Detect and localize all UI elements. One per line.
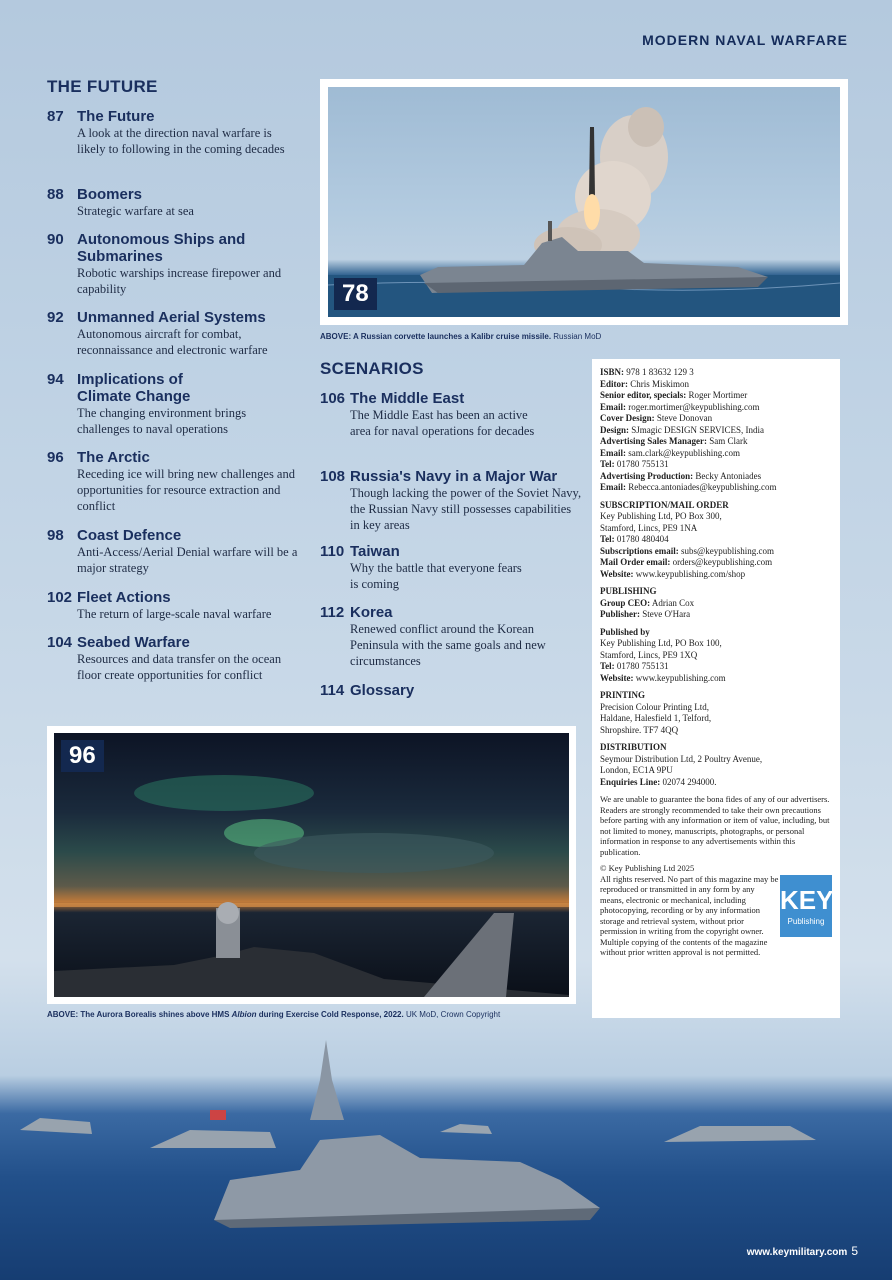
- address-line: London, EC1A 9PU: [600, 765, 673, 775]
- toc-page-number: 87: [47, 108, 64, 125]
- subscription-block: [600, 500, 832, 581]
- photo-caption: [47, 1010, 500, 1019]
- toc-description: Resources and data transfer on the ocean floor create opportunities for conflict: [77, 652, 282, 682]
- toc-description: A look at the direction naval warfare is likely to following in the coming decades: [77, 126, 285, 156]
- credit-line: ISBN: 978 1 83632 129 3: [600, 367, 694, 377]
- toc-page-number: 102: [47, 589, 73, 606]
- imprint-box: [592, 359, 840, 1018]
- address-line: Key Publishing Ltd, PO Box 100,: [600, 638, 722, 648]
- toc-description: Autonomous aircraft for combat, reconnaissance and electronic warfare: [77, 327, 268, 357]
- caption-text: during Exercise Cold Response, 2022.: [256, 1010, 404, 1019]
- copyright-line: All rights reserved. No part of this magazine may be: [600, 873, 779, 884]
- printing-block: [600, 690, 832, 736]
- credit-line: Cover Design: Steve Donovan: [600, 413, 713, 423]
- toc-title: The Arctic: [77, 449, 150, 466]
- copyright-line: without prior written approval is not permitted.: [600, 947, 761, 957]
- toc-page-number: 98: [47, 527, 64, 544]
- publishing-block: [600, 586, 832, 621]
- copyright-line: means, electronic or mechanical, including: [600, 894, 746, 905]
- contact-line: Group CEO: Adrian Cox: [600, 597, 695, 608]
- toc-entry[interactable]: [47, 527, 302, 576]
- toc-title: Seabed Warfare: [77, 634, 190, 651]
- toc-description: The changing environment brings challenges to naval operations: [77, 406, 247, 436]
- toc-entry[interactable]: [47, 589, 302, 622]
- toc-title: Boomers: [77, 186, 143, 203]
- toc-page-number: 108: [320, 468, 346, 485]
- toc-title: Russia's Navy in a Major War: [350, 468, 558, 485]
- address-line: Shropshire. TF7 4QQ: [600, 724, 679, 735]
- toc-entry[interactable]: [320, 468, 582, 533]
- toc-description: Anti-Access/Aerial Denial warfare will be a major strategy: [77, 545, 298, 575]
- toc-entry[interactable]: [47, 449, 302, 514]
- contact-line: Subscriptions email: subs@keypublishing.com: [600, 545, 775, 556]
- toc-page-number: 110: [320, 543, 345, 560]
- toc-description: The return of large-scale naval warfare: [77, 607, 272, 621]
- published-by-block: [600, 627, 832, 685]
- toc-entry[interactable]: [320, 604, 582, 669]
- copyright-line: permission in writing from the copyright owner.: [600, 926, 764, 936]
- toc-description: Receding ice will bring new challenges and opportunities for resource extraction and conflict: [77, 467, 295, 513]
- toc-page-number: 114: [320, 682, 345, 699]
- address-line: Key Publishing Ltd, PO Box 300,: [600, 511, 722, 521]
- credit-line: Editor: Chris Miskimon: [600, 378, 690, 389]
- page-badge: 96: [61, 740, 104, 772]
- photo-credit: Russian MoD: [553, 332, 602, 341]
- contact-line: Publisher: Steve O'Hara: [600, 609, 691, 619]
- toc-entry[interactable]: [320, 543, 582, 592]
- block-heading: PUBLISHING: [600, 586, 657, 596]
- page-badge: 78: [334, 278, 377, 310]
- credit-line: Senior editor, specials: Roger Mortimer: [600, 390, 748, 400]
- contact-line: Enquiries Line: 02074 294000.: [600, 776, 717, 787]
- distribution-block: [600, 742, 832, 788]
- toc-page-number: 106: [320, 390, 346, 407]
- fleet-background: [0, 1030, 892, 1280]
- copyright-block: [600, 863, 832, 958]
- contact-line: Website: www.keypublishing.com: [600, 672, 726, 683]
- credit-line: Email: roger.mortimer@keypublishing.com: [600, 401, 760, 412]
- toc-page-number: 104: [47, 634, 73, 651]
- toc-description: The Middle East has been an active area for naval operations for decades: [350, 408, 535, 438]
- address-line: Precision Colour Printing Ltd,: [600, 701, 709, 712]
- toc-description: Why the battle that everyone fears is coming: [350, 561, 522, 591]
- toc-title: Implications of Climate Change: [77, 371, 191, 405]
- toc-title: Autonomous Ships and Submarines: [77, 231, 246, 265]
- credit-line: Email: Rebecca.antoniades@keypublishing.com: [600, 482, 777, 492]
- logo-subtext: Publishing: [787, 917, 825, 926]
- address-line: Seymour Distribution Ltd, 2 Poultry Avenue,: [600, 753, 763, 764]
- toc-entry[interactable]: [47, 309, 302, 358]
- contact-line: Mail Order email: orders@keypublishing.com: [600, 557, 773, 567]
- contact-line: Website: www.keypublishing.com/shop: [600, 568, 746, 579]
- copyright-line: photocopying, recording or by any information: [600, 905, 761, 915]
- copyright-line: Multiple copying of the contents of the magazine: [600, 936, 768, 947]
- toc-entry[interactable]: [47, 371, 302, 437]
- caption-text: ABOVE: A Russian corvette launches a Kalibr cruise missile.: [320, 332, 552, 341]
- section-title-future: THE FUTURE: [47, 77, 158, 96]
- aurora-photo: [54, 733, 569, 997]
- address-line: Haldane, Halesfield 1, Telford,: [600, 713, 712, 723]
- toc-entry[interactable]: [320, 682, 582, 699]
- caption-ship-name: Albion: [231, 1010, 257, 1019]
- toc-page-number: 90: [47, 231, 64, 248]
- toc-page-number: 94: [47, 371, 64, 388]
- page-number: 5: [851, 1244, 858, 1258]
- toc-title: Coast Defence: [77, 527, 182, 544]
- toc-entry[interactable]: [47, 231, 302, 297]
- copyright-line: storage and retrieval system, without prior: [600, 915, 744, 926]
- page-footer: [747, 1244, 858, 1258]
- toc-description: Though lacking the power of the Soviet Navy, the Russian Navy still possesses capabilities in key areas: [350, 486, 582, 532]
- toc-page-number: 112: [320, 604, 345, 621]
- running-header: MODERN NAVAL WARFARE: [642, 32, 848, 48]
- toc-page-number: 88: [47, 186, 64, 203]
- credit-line: Design: SJmagic DESIGN SERVICES, India: [600, 424, 765, 435]
- toc-entry[interactable]: [47, 186, 302, 219]
- toc-description: Robotic warships increase firepower and capability: [77, 266, 282, 296]
- toc-title: Fleet Actions: [77, 589, 171, 606]
- credit-line: Tel: 01780 755131: [600, 459, 669, 469]
- toc-entry[interactable]: [47, 108, 302, 157]
- toc-description: Renewed conflict around the Korean Peninsula with the same goals and new circumstances: [350, 622, 546, 668]
- toc-title: Unmanned Aerial Systems: [77, 309, 266, 326]
- website-url: www.keymilitary.com: [746, 1247, 848, 1258]
- toc-title: Taiwan: [350, 543, 400, 560]
- toc-title: The Middle East: [350, 390, 465, 407]
- toc-title: Glossary: [350, 682, 415, 699]
- toc-entry[interactable]: [320, 390, 582, 439]
- copyright-line: © Key Publishing Ltd 2025: [600, 863, 695, 873]
- toc-title: Korea: [350, 604, 393, 621]
- credit-line: Email: sam.clark@keypublishing.com: [600, 447, 741, 458]
- toc-entry[interactable]: [47, 634, 302, 683]
- caption-text: ABOVE: The Aurora Borealis shines above HMS: [47, 1010, 232, 1019]
- address-line: Stamford, Lincs, PE9 1XQ: [600, 649, 698, 660]
- photo-credit: UK MoD, Crown Copyright: [405, 1010, 501, 1019]
- toc-title: The Future: [77, 108, 155, 125]
- credits-block: [600, 367, 832, 494]
- toc-page-number: 92: [47, 309, 64, 326]
- copyright-line: reproduced or transmitted in any form by any: [600, 884, 755, 894]
- key-publishing-logo: [780, 875, 832, 937]
- block-heading: DISTRIBUTION: [600, 742, 667, 752]
- address-line: Stamford, Lincs, PE9 1NA: [600, 522, 698, 533]
- block-heading: SUBSCRIPTION/MAIL ORDER: [600, 499, 729, 510]
- corvette-launch-photo: [328, 87, 840, 317]
- credit-line: Advertising Sales Manager: Sam Clark: [600, 436, 748, 446]
- section-title-scenarios: SCENARIOS: [320, 359, 424, 378]
- block-heading: Published by: [600, 626, 650, 637]
- logo-text: KEY: [780, 885, 834, 915]
- contact-line: Tel: 01780 480404: [600, 534, 669, 544]
- photo-caption: [320, 332, 601, 341]
- toc-description: Strategic warfare at sea: [77, 204, 194, 218]
- block-heading: PRINTING: [600, 690, 646, 700]
- disclaimer: We are unable to guarantee the bona fides of any of our advertisers. Readers are strongly recommended to take their own precautions before parting with any information or item of value, including, but not limited to money, manuscripts, photographs, or personal information in response to any advertisements within this publication.: [600, 794, 830, 857]
- toc-page-number: 96: [47, 449, 64, 466]
- credit-line: Advertising Production: Becky Antoniades: [600, 470, 762, 481]
- contact-line: Tel: 01780 755131: [600, 661, 669, 671]
